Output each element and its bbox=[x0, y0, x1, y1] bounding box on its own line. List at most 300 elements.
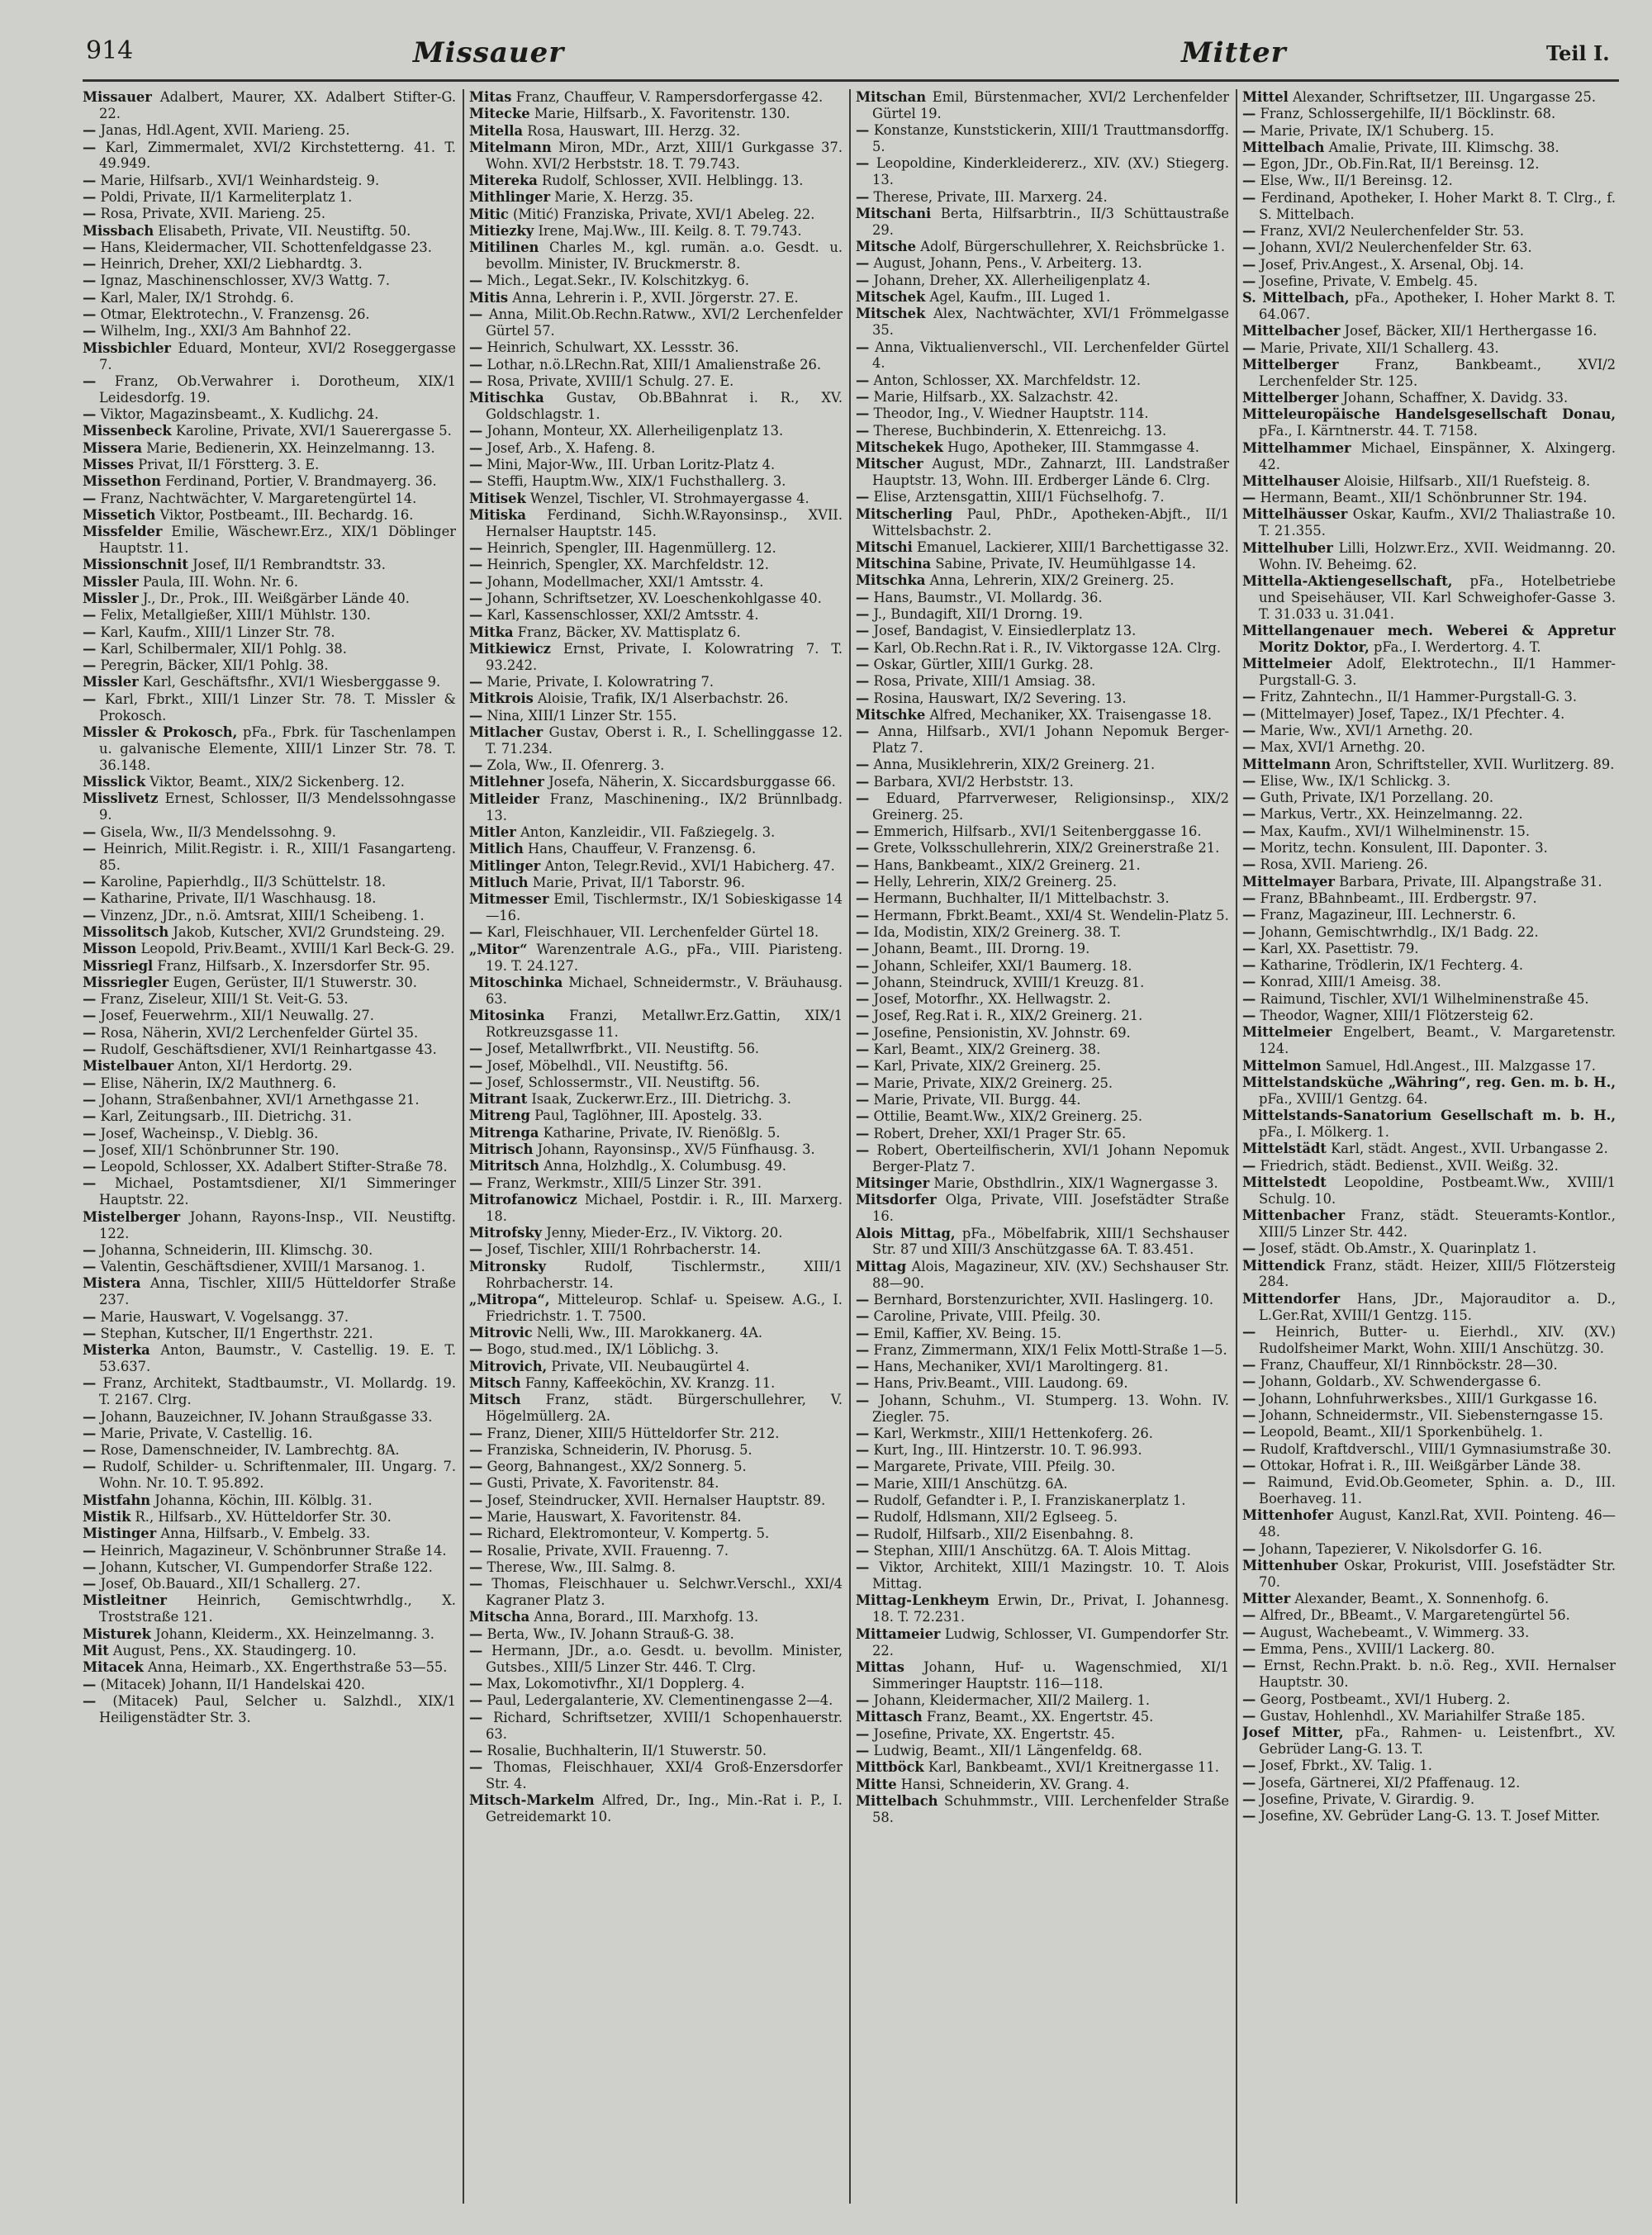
directory-entry bbox=[469, 791, 843, 824]
directory-entry bbox=[469, 1710, 843, 1743]
entry-name: Mittelmeier bbox=[1242, 656, 1332, 672]
entry-name: — bbox=[469, 590, 483, 606]
directory-entry bbox=[856, 239, 1229, 255]
entry-name: — bbox=[1242, 222, 1256, 239]
entry-details: Hans, Bankbeamt., XIX/2 Greinerg. 21. bbox=[869, 857, 1141, 873]
entry-name: — bbox=[469, 423, 483, 439]
directory-entry bbox=[83, 1342, 456, 1375]
entry-details: Johann, Straßenbahner, XVI/1 Arnethgasse 21. bbox=[96, 1091, 420, 1108]
directory-entry bbox=[83, 975, 456, 991]
entry-name: — bbox=[469, 1742, 483, 1758]
left-running-head: Missauer bbox=[413, 36, 565, 69]
directory-entry bbox=[469, 708, 843, 724]
entry-name: — bbox=[469, 557, 483, 573]
entry-details: Rosa, Private, XVII. Marieng. 25. bbox=[96, 206, 326, 222]
entry-details: Jakob, Kutscher, XVI/2 Grundsteing. 29. bbox=[169, 923, 445, 940]
entry-name: Mittelmayer bbox=[1242, 873, 1335, 890]
entry-details: Amalie, Private, III. Klimschg. 38. bbox=[1324, 139, 1559, 155]
directory-entry bbox=[83, 1576, 456, 1592]
entry-name: — bbox=[1242, 256, 1256, 273]
entry-details: Anna, Heimarb., XX. Engerthstraße 53—55. bbox=[143, 1659, 448, 1676]
directory-entry bbox=[1242, 89, 1616, 106]
directory-entry bbox=[1242, 290, 1616, 323]
entry-name: — bbox=[83, 1125, 97, 1141]
entry-details: Barbara, XVI/2 Herbststr. 13. bbox=[869, 773, 1074, 790]
entry-name: Missera bbox=[83, 439, 143, 456]
entry-name: — bbox=[83, 840, 97, 857]
directory-entry bbox=[856, 657, 1229, 673]
directory-entry bbox=[1242, 1357, 1616, 1374]
entry-details: Josef, Feuerwehrm., XII/1 Neuwallg. 27. bbox=[96, 1008, 374, 1024]
entry-name: — bbox=[1242, 823, 1256, 839]
directory-entry bbox=[1242, 1725, 1616, 1758]
directory-entry bbox=[469, 89, 843, 106]
entry-details: Else, Ww., II/1 Bereinsg. 12. bbox=[1256, 173, 1453, 189]
entry-details: Oskar, Gürtler, XIII/1 Gurkg. 28. bbox=[869, 656, 1094, 672]
entry-details: Marie, Ww., XVI/1 Arnethg. 20. bbox=[1256, 722, 1474, 738]
directory-entry bbox=[469, 891, 843, 924]
entry-details: Johann, Gemischtwrhdlg., IX/1 Badg. 22. bbox=[1256, 923, 1539, 940]
directory-entry bbox=[1242, 773, 1616, 790]
entry-details: Paul, Ledergalanterie, XV. Clementinengasse 2—4. bbox=[482, 1692, 833, 1709]
entry-details: Josef, Möbelhdl., VII. Neustiftg. 56. bbox=[482, 1057, 729, 1074]
entry-details: Ernest, Schlosser, II/3 Mendelssohngasse 9. bbox=[99, 790, 456, 823]
directory-entry bbox=[1242, 473, 1616, 490]
entry-details: Miron, MDr., Arzt, XIII/1 Gurkgasse 37. Wohn. XVI/2 Herbststr. 18. T. 79.743. bbox=[486, 139, 843, 172]
entry-name: Missionschnit bbox=[83, 557, 188, 573]
entry-details: Karoline, Papierhdlg., II/3 Schüttelstr. 18. bbox=[96, 874, 387, 890]
entry-name: — bbox=[1242, 739, 1256, 756]
entry-name: — bbox=[856, 1392, 870, 1408]
directory-entry bbox=[83, 991, 456, 1008]
directory-entry bbox=[1242, 991, 1616, 1008]
entry-details: Richard, Schriftsetzer, XVIII/1 Schopenhauerstr. 63. bbox=[482, 1709, 843, 1742]
entry-details: Emma, Pens., XVIII/1 Lackerg. 80. bbox=[1256, 1641, 1495, 1658]
directory-entry bbox=[1242, 924, 1616, 941]
entry-details: Marie, Private, I. Kolowratring 7. bbox=[482, 674, 714, 690]
directory-entry bbox=[856, 1592, 1229, 1625]
directory-entry bbox=[83, 373, 456, 406]
entry-details: Rudolf, Gefandter i. P., I. Franziskanerplatz 1. bbox=[869, 1492, 1186, 1509]
entry-details: pFa., Rahmen- u. Leistenfbrt., XV. Gebrüder Lang-G. 13. T. bbox=[1259, 1725, 1616, 1758]
directory-entry bbox=[1242, 823, 1616, 840]
directory-entry bbox=[1242, 974, 1616, 990]
directory-entry bbox=[1242, 840, 1616, 857]
entry-details: Franz, Zimmermann, XIX/1 Felix Mottl-Straße 1—5. bbox=[869, 1341, 1227, 1358]
entry-details: Egon, JDr., Ob.Fin.Rat, II/1 Bereinsg. 12. bbox=[1256, 156, 1540, 173]
directory-entry bbox=[83, 824, 456, 841]
entry-name: — bbox=[1242, 940, 1256, 956]
directory-entry bbox=[856, 122, 1229, 155]
directory-entry bbox=[469, 1108, 843, 1124]
directory-entry bbox=[856, 1008, 1229, 1024]
entry-details: Josefine, Private, V. Embelg. 45. bbox=[1256, 273, 1478, 289]
entry-details: Berta, Hilfsarbtrin., II/3 Schüttaustraße 29. bbox=[872, 205, 1229, 238]
entry-name: Misterа bbox=[83, 1275, 141, 1292]
entry-name: — bbox=[856, 1308, 870, 1325]
directory-entry bbox=[83, 423, 456, 439]
directory-entry bbox=[1242, 1374, 1616, 1390]
entry-name: Mitrant bbox=[469, 1091, 528, 1108]
entry-name: — bbox=[83, 690, 97, 707]
entry-name: — bbox=[856, 606, 870, 623]
entry-name: — bbox=[856, 907, 870, 923]
directory-entry bbox=[469, 106, 843, 122]
directory-entry bbox=[83, 657, 456, 674]
entry-details: Hermann, Buchhalter, II/1 Mittelbachstr. 3. bbox=[869, 890, 1170, 907]
entry-details: August, Johann, Pens., V. Arbeiterg. 13. bbox=[869, 255, 1142, 272]
entry-details: Sabine, Private, IV. Heumühlgasse 14. bbox=[931, 556, 1196, 572]
entry-name: S. Mittelbach, bbox=[1242, 290, 1350, 306]
directory-entry bbox=[1242, 857, 1616, 873]
directory-entry bbox=[856, 1326, 1229, 1342]
entry-details: Ignaz, Maschinenschlosser, XV/3 Wattg. 7. bbox=[96, 273, 391, 289]
entry-name: Mitrenga bbox=[469, 1124, 539, 1141]
entry-details: Johann, Tapezierer, V. Nikolsdorfer G. 16. bbox=[1256, 1540, 1543, 1557]
entry-name: — bbox=[83, 323, 97, 339]
directory-entry bbox=[469, 1141, 843, 1158]
directory-entry bbox=[1242, 1692, 1616, 1708]
directory-entry bbox=[83, 890, 456, 907]
directory-entry bbox=[1242, 1024, 1616, 1057]
entry-name: Mittelstedt bbox=[1242, 1174, 1327, 1190]
entry-name: — bbox=[469, 573, 483, 590]
entry-name: — bbox=[83, 640, 97, 657]
entry-name: Mittelhäusser bbox=[1242, 506, 1348, 523]
entry-details: Emilie, Wäschewr.Erz., XIX/1 Döblinger Hauptstr. 11. bbox=[99, 524, 456, 557]
entry-name: „Mitor“ bbox=[469, 941, 528, 957]
entry-details: Felix, Metallgießer, XIII/1 Mühlstr. 130. bbox=[96, 607, 371, 624]
entry-details: Marie, Private, XIX/2 Greinerg. 25. bbox=[869, 1075, 1113, 1091]
entry-name: Mittelmon bbox=[1242, 1057, 1322, 1074]
entry-details: Johanna, Köchin, III. Kölblg. 31. bbox=[150, 1492, 373, 1508]
directory-entry bbox=[83, 406, 456, 423]
directory-entry bbox=[83, 140, 456, 173]
entry-details: Johann, Modellmacher, XXI/1 Amtsstr. 4. bbox=[482, 573, 764, 590]
entry-name: — bbox=[83, 1308, 97, 1325]
entry-details: Rosina, Hauswart, IX/2 Severing. 13. bbox=[869, 690, 1127, 706]
entry-name: — bbox=[856, 974, 870, 990]
entry-name: — bbox=[856, 890, 870, 907]
directory-entry bbox=[469, 1626, 843, 1643]
entry-name: — bbox=[83, 1008, 97, 1024]
directory-entry bbox=[469, 574, 843, 591]
entry-details: Moritz, techn. Konsulent, III. Dapontег. 3. bbox=[1256, 840, 1548, 857]
directory-entry bbox=[1242, 806, 1616, 823]
entry-details: Franz, Magazineur, III. Lechnerstr. 6. bbox=[1256, 907, 1517, 923]
entry-details: Poldi, Private, II/1 Karmeliterplatz 1. bbox=[96, 189, 353, 205]
entry-details: Elise, Näherin, IX/2 Mauthnerg. 6. bbox=[96, 1075, 337, 1091]
directory-entry bbox=[83, 1042, 456, 1058]
directory-entry bbox=[1242, 357, 1616, 390]
entry-details: Josef, Metallwrfbrkt., VII. Neustiftg. 56. bbox=[482, 1041, 760, 1057]
entry-details: Karl, XX. Pasettistr. 79. bbox=[1256, 940, 1419, 956]
entry-name: Mitsinger bbox=[856, 1175, 930, 1191]
directory-entry bbox=[856, 1142, 1229, 1175]
entry-name: Mitlinger bbox=[469, 857, 541, 874]
entry-details: Josef, Motorfhr., XX. Hellwagstr. 2. bbox=[869, 991, 1111, 1008]
entry-details: Karl, Kassenschlosser, XXI/2 Amtsstr. 4. bbox=[482, 607, 759, 624]
entry-name: Mitereka bbox=[469, 173, 538, 189]
directory-entry bbox=[1242, 1108, 1616, 1141]
entry-name: — bbox=[856, 773, 870, 790]
entry-details: Karl, Ob.Rechn.Rat i. R., IV. Viktorgasse 12A. Clrg. bbox=[869, 639, 1222, 656]
entry-details: Rosa, Private, XIII/1 Amsiag. 38. bbox=[869, 673, 1096, 690]
directory-entry bbox=[83, 1526, 456, 1542]
entry-details: Josefine, Pensionistin, XV. Johnstr. 69. bbox=[869, 1024, 1131, 1041]
directory-column-2 bbox=[469, 89, 843, 2204]
entry-name: — bbox=[469, 306, 483, 323]
entry-details: Irene, Maj.Ww., III. Keilg. 8. T. 79.743. bbox=[534, 222, 802, 239]
entry-details: Johann, Kleiderm., XX. Heinzelmanng. 3. bbox=[150, 1625, 434, 1642]
directory-entry bbox=[469, 140, 843, 173]
directory-entry bbox=[856, 1709, 1229, 1725]
directory-entry bbox=[83, 1092, 456, 1108]
directory-entry bbox=[856, 890, 1229, 907]
entry-details: Emmerich, Hilfsarb., XVI/1 Seitenberggasse 16. bbox=[869, 823, 1202, 840]
entry-name: Mitluch bbox=[469, 874, 529, 890]
entry-name: — bbox=[856, 639, 870, 656]
entry-name: — bbox=[1242, 1791, 1256, 1807]
entry-name: Missbach bbox=[83, 222, 154, 239]
directory-entry bbox=[83, 173, 456, 189]
directory-entry bbox=[83, 1058, 456, 1075]
entry-details: (Mitacek) Paul, Selcher u. Salzhdl., XIX/1 Heiligenstädter Str. 3. bbox=[96, 1692, 456, 1725]
directory-entry bbox=[469, 924, 843, 941]
directory-entry bbox=[1242, 490, 1616, 506]
entry-name: — bbox=[1242, 339, 1256, 356]
entry-details: Josef, Bäcker, XII/1 Herthergasse 16. bbox=[1340, 323, 1597, 339]
directory-entry bbox=[469, 1158, 843, 1174]
directory-entry bbox=[856, 774, 1229, 790]
directory-entry bbox=[856, 908, 1229, 924]
directory-entry bbox=[856, 306, 1229, 339]
entry-details: Mini, Major-Ww., III. Urban Loritz-Platz 4. bbox=[482, 456, 776, 472]
entry-name: Mittenhuber bbox=[1242, 1557, 1338, 1573]
entry-details: Marie, Hilfsarb., X. Favoritenstr. 130. bbox=[529, 106, 790, 122]
entry-details: Lilli, Holzwr.Erz., XVII. Weidmanng. 20. Wohn. IV. Beheimg. 62. bbox=[1259, 539, 1616, 572]
entry-name: — bbox=[856, 1509, 870, 1526]
directory-entry bbox=[83, 1426, 456, 1442]
entry-name: Mitischka bbox=[469, 390, 544, 406]
directory-entry bbox=[469, 1041, 843, 1057]
entry-details: Robert, Oberteilfischerin, XVI/1 Johann Nepomuk Berger-Platz 7. bbox=[869, 1141, 1229, 1174]
directory-entry bbox=[856, 1393, 1229, 1426]
entry-name: — bbox=[469, 1041, 483, 1057]
directory-entry bbox=[469, 858, 843, 875]
entry-name: — bbox=[1242, 957, 1256, 974]
entry-name: — bbox=[856, 1692, 870, 1709]
entry-details: Hans, JDr., Majorauditor a. D., L.Ger.Rat, XVIII/1 Gentzg. 115. bbox=[1259, 1290, 1616, 1323]
entry-details: Alex, Nachtwächter, XVI/1 Frömmelgasse 35. bbox=[872, 306, 1229, 339]
entry-details: Josefa, Näherin, X. Siccardsburggasse 66. bbox=[544, 774, 836, 790]
entry-name: — bbox=[1242, 907, 1256, 923]
entry-details: Marie, Private, V. Castellig. 16. bbox=[96, 1425, 313, 1441]
directory-entry bbox=[83, 1008, 456, 1024]
directory-entry bbox=[856, 339, 1229, 372]
entry-details: Vinzenz, JDr., n.ö. Amtsrat, XIII/1 Scheibeng. 1. bbox=[96, 907, 425, 923]
entry-name: Mittag bbox=[856, 1258, 907, 1274]
entry-name: — bbox=[1242, 1474, 1256, 1491]
entry-details: pFa., Apotheker, I. Hoher Markt 8. T. 64.067. bbox=[1259, 290, 1616, 323]
entry-details: Helly, Lehrerin, XIX/2 Greinerg. 25. bbox=[869, 874, 1118, 890]
directory-entry bbox=[856, 1509, 1229, 1526]
directory-entry bbox=[1242, 1474, 1616, 1507]
entry-name: — bbox=[856, 1091, 870, 1108]
entry-name: Mistleitner bbox=[83, 1592, 167, 1609]
directory-entry bbox=[469, 1125, 843, 1141]
entry-details: Anna, Tischler, XIII/5 Hütteldorfer Straße 237. bbox=[99, 1275, 456, 1308]
entry-name: — bbox=[856, 790, 870, 806]
directory-entry bbox=[856, 1476, 1229, 1492]
entry-name: — bbox=[856, 188, 870, 205]
directory-entry bbox=[83, 691, 456, 724]
directory-entry bbox=[469, 724, 843, 757]
directory-entry bbox=[856, 506, 1229, 539]
entry-details: Karoline, Private, XVI/1 Sauerergasse 5. bbox=[171, 423, 452, 439]
directory-entry bbox=[1242, 340, 1616, 357]
entry-name: Mittelstands-Sanatorium Gesellschaft m. b. H., bbox=[1242, 1108, 1616, 1124]
entry-details: Oskar, Kaufm., XVI/2 Thaliastraße 10. T. 21.355. bbox=[1259, 506, 1616, 539]
directory-entry bbox=[83, 841, 456, 874]
entry-name: — bbox=[1242, 122, 1256, 139]
entry-name: Mittböck bbox=[856, 1759, 924, 1776]
entry-details: Alfred, Dr., BBeamt., V. Margaretengürtel 56. bbox=[1256, 1607, 1570, 1624]
entry-details: Caroline, Private, VIII. Pfeilg. 30. bbox=[869, 1308, 1101, 1325]
entry-name: Mitkrois bbox=[469, 690, 534, 707]
entry-name: Misson bbox=[83, 941, 137, 957]
directory-entry bbox=[83, 491, 456, 507]
entry-name: Mitschke bbox=[856, 706, 926, 723]
entry-name: — bbox=[856, 673, 870, 690]
entry-name: Mitsche bbox=[856, 239, 917, 255]
directory-entry bbox=[469, 1743, 843, 1759]
entry-details: Anna, Holzhdlg., X. Columbusg. 49. bbox=[539, 1158, 787, 1174]
directory-entry bbox=[1242, 757, 1616, 773]
entry-name: Mitronsky bbox=[469, 1258, 546, 1274]
entry-details: Richard, Elektromonteur, V. Kompertg. 5. bbox=[482, 1526, 770, 1542]
entry-name: — bbox=[1242, 1540, 1256, 1557]
entry-name: — bbox=[856, 991, 870, 1008]
entry-name: — bbox=[1242, 1323, 1256, 1340]
entry-name: Mitlehner bbox=[469, 774, 544, 790]
entry-details: Ferdinand, Sichh.W.Rayonsinsp., XVII. Hernalser Hauptstr. 145. bbox=[486, 506, 843, 539]
directory-entry bbox=[469, 1792, 843, 1825]
entry-details: Erwin, Dr., Privat, I. Johannesg. 18. T. 72.231. bbox=[872, 1592, 1229, 1625]
directory-entry bbox=[1242, 1058, 1616, 1075]
entry-details: Josef, Wacheinsp., V. Dieblg. 36. bbox=[96, 1125, 319, 1141]
entry-details: Gustav, Hohlenhdl., XV. Mariahilfer Straße 185. bbox=[1256, 1707, 1586, 1724]
entry-name: — bbox=[83, 1159, 97, 1175]
column-divider bbox=[849, 89, 851, 2204]
entry-name: Missenbeck bbox=[83, 423, 172, 439]
entry-name: Mitscherling bbox=[856, 505, 953, 522]
entry-name: — bbox=[83, 1241, 97, 1258]
entry-name: — bbox=[83, 206, 97, 222]
entry-details: Aron, Schriftsteller, XVII. Wurlitzerg. 89. bbox=[1331, 756, 1615, 772]
directory-entry bbox=[83, 1126, 456, 1142]
directory-entry bbox=[1242, 1625, 1616, 1641]
entry-name: — bbox=[856, 1325, 870, 1341]
directory-entry bbox=[856, 1626, 1229, 1659]
entry-details: Rudolf, Hdlsmann, XII/2 Eglseeg. 5. bbox=[869, 1509, 1118, 1526]
entry-name: — bbox=[856, 1425, 870, 1441]
entry-name: — bbox=[1242, 1691, 1256, 1707]
entry-details: Thomas, Fleischhauer u. Selchwr.Verschl., XXI/4 Kagraner Platz 3. bbox=[482, 1576, 843, 1609]
directory-entry bbox=[83, 1025, 456, 1042]
entry-details: Anna, Borard., III. Marxhofg. 13. bbox=[529, 1609, 759, 1625]
entry-name: Mithlinger bbox=[469, 189, 551, 206]
directory-entry bbox=[83, 206, 456, 222]
entry-name: — bbox=[856, 272, 870, 288]
entry-details: Johann, Goldarb., XV. Schwendergasse 6. bbox=[1256, 1374, 1541, 1390]
entry-details: Rudolf, Schilder- u. Schriftenmaler, III. Ungarg. 7. Wohn. Nr. 10. T. 95.892. bbox=[96, 1459, 456, 1492]
directory-entry bbox=[856, 1543, 1229, 1559]
directory-entry bbox=[856, 1692, 1229, 1709]
entry-details: Gisela, Ww., II/3 Mendelssohng. 9. bbox=[96, 823, 336, 840]
entry-details: Samuel, Hdl.Angest., III. Malzgasse 17. bbox=[1321, 1057, 1596, 1074]
directory-entry bbox=[469, 757, 843, 774]
entry-name: — bbox=[83, 122, 97, 139]
entry-details: (Mitacek) Johann, II/1 Handelskai 420. bbox=[96, 1676, 366, 1692]
directory-entry bbox=[1242, 907, 1616, 923]
entry-name: — bbox=[83, 273, 97, 289]
entry-details: Gustav, Ob.BBahnrat i. R., XV. Goldschlagstr. 1. bbox=[486, 390, 843, 423]
directory-entry bbox=[856, 1726, 1229, 1743]
entry-details: Johann, Beamt., III. Drorng. 19. bbox=[869, 941, 1090, 957]
directory-entry bbox=[469, 1075, 843, 1091]
directory-entry bbox=[856, 255, 1229, 272]
entry-name: — bbox=[856, 1475, 870, 1492]
entry-details: Josefa, Gärtnerei, XI/2 Pfaffenaug. 12. bbox=[1256, 1774, 1521, 1791]
directory-entry bbox=[469, 1559, 843, 1576]
entry-details: Johann, Rayons-Insp., VII. Neustiftg. 122. bbox=[99, 1208, 456, 1241]
entry-details: Fritz, Zahntechn., II/1 Hammer-Purgstall-G. 3. bbox=[1256, 689, 1578, 705]
directory-entry bbox=[469, 357, 843, 373]
entry-details: Peregrin, Bäcker, XII/1 Pohlg. 38. bbox=[96, 657, 329, 674]
entry-name: — bbox=[469, 1441, 483, 1458]
entry-details: Franz, Schlossergehilfe, II/1 Böcklinstr. 68. bbox=[1256, 106, 1556, 122]
directory-entry bbox=[1242, 573, 1616, 623]
directory-entry bbox=[856, 155, 1229, 188]
entry-details: Franz, städt. Steueramts-Kontlor., XIII/5 Linzer Str. 442. bbox=[1259, 1208, 1616, 1240]
entry-details: Max, XVI/1 Arnethg. 20. bbox=[1256, 739, 1426, 756]
directory-entry bbox=[856, 1075, 1229, 1092]
entry-name: Alois Mittag, bbox=[856, 1225, 956, 1241]
directory-entry bbox=[1242, 1758, 1616, 1774]
entry-details: Hansi, Schneiderin, XV. Grang. 4. bbox=[896, 1776, 1130, 1792]
entry-name: Mitlich bbox=[469, 841, 524, 857]
directory-entry bbox=[856, 89, 1229, 122]
directory-entry bbox=[469, 290, 843, 306]
entry-details: Franz, Nachtwächter, V. Margaretengürtel 14. bbox=[96, 490, 417, 506]
entry-details: Ludwig, Schlosser, VI. Gumpendorfer Str. 22. bbox=[872, 1625, 1229, 1658]
entry-details: Steffi, Hauptm.Ww., XIX/1 Fuchsthallerg. 3. bbox=[482, 473, 786, 490]
entry-details: Ferdinand, Apotheker, I. Hoher Markt 8. T. Clrg., f. S. Mittelbach. bbox=[1256, 189, 1616, 222]
entry-details: Wenzel, Tischler, VI. Strohmayergasse 4. bbox=[525, 490, 809, 506]
entry-details: Viktor, Magazinsbeamt., X. Kudlichg. 24. bbox=[96, 406, 379, 423]
entry-details: Hermann, Beamt., XII/1 Schönbrunner Str. 194. bbox=[1256, 490, 1588, 506]
entry-details: Ottokar, Hofrat i. R., III. Weißgärber Lände 38. bbox=[1256, 1457, 1582, 1473]
directory-entry bbox=[83, 473, 456, 490]
entry-details: Marie, Hauswart, X. Favoritenstr. 84. bbox=[482, 1508, 742, 1525]
entry-details: Johann, Huf- u. Wagenschmied, XI/1 Simmeringer Hauptstr. 116—118. bbox=[872, 1658, 1229, 1692]
entry-name: — bbox=[1242, 1374, 1256, 1390]
entry-name: — bbox=[1242, 705, 1256, 722]
entry-name: — bbox=[856, 422, 870, 439]
entry-name: Mitte bbox=[856, 1776, 897, 1792]
entry-details: pFa., I. Werdertorg. 4. T. bbox=[1369, 638, 1541, 655]
